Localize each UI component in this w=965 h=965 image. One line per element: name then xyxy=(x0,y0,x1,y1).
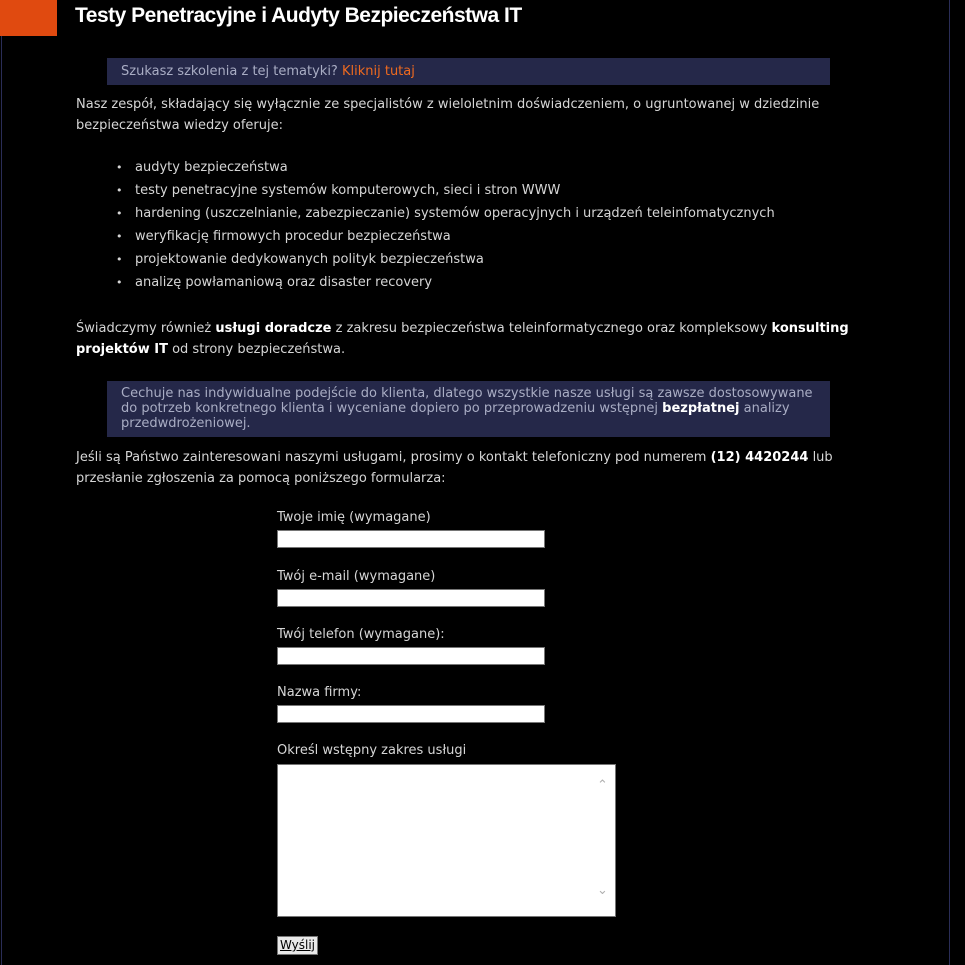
list-item xyxy=(116,179,775,202)
bullet-icon: • xyxy=(116,276,123,289)
name-field[interactable] xyxy=(277,530,545,548)
submit-button[interactable]: Wyślij xyxy=(277,936,318,955)
advisory-text-3: od strony bezpieczeństwa. xyxy=(167,342,346,357)
approach-notice xyxy=(107,381,830,437)
phone-field[interactable] xyxy=(277,647,545,665)
list-item xyxy=(116,225,775,248)
scope-textarea[interactable] xyxy=(277,764,616,917)
phone-label: Twój telefon (wymagane): xyxy=(277,627,445,642)
service-label: hardening (uszczelnianie, zabezpieczanie) systemów operacyjnych i urządzeń teleinfomatycznych xyxy=(135,206,775,221)
service-label: weryfikację firmowych procedur bezpieczeństwa xyxy=(135,229,451,244)
approach-text-1: Cechuje nas indywidualne podejście do klienta, dlatego wszystkie nasze usługi są zawsze dostosowywane do potrzeb konkretnego klienta i wyceniane dopiero po przeprowadzeniu wstępnej xyxy=(121,386,813,416)
bullet-icon: • xyxy=(116,184,123,197)
bullet-icon: • xyxy=(116,253,123,266)
list-item xyxy=(116,156,775,179)
bullet-icon: • xyxy=(116,161,123,174)
bullet-icon: • xyxy=(116,207,123,220)
email-field[interactable] xyxy=(277,589,545,607)
email-label: Twój e-mail (wymagane) xyxy=(277,569,436,584)
scope-label: Określ wstępny zakres usługi xyxy=(277,743,467,758)
contact-paragraph xyxy=(76,447,856,489)
training-link[interactable]: Kliknij tutaj xyxy=(341,64,415,79)
bullet-icon: • xyxy=(116,230,123,243)
left-border-rule xyxy=(1,36,2,965)
contact-phone-number: (12) 4420244 xyxy=(710,450,809,465)
approach-highlight-free: bezpłatnej xyxy=(662,401,740,416)
service-label: analizę powłamaniową oraz disaster recovery xyxy=(135,275,433,290)
name-label: Twoje imię (wymagane) xyxy=(277,510,431,525)
chevron-up-icon[interactable]: ⌃ xyxy=(597,778,608,793)
contact-text-2: lub przesłanie zgłoszenia za pomocą poniższego formularza: xyxy=(76,450,833,486)
right-border-rule xyxy=(949,0,950,965)
approach-text-2: analizy przedwdrożeniowej. xyxy=(121,401,790,431)
contact-text-1: Jeśli są Państwo zainteresowani naszymi usługami, prosimy o kontakt telefoniczny pod numerem xyxy=(76,450,711,465)
advisory-highlight-it-projects: konsulting projektów IT xyxy=(76,321,849,357)
brand-accent-block xyxy=(0,0,57,36)
service-label: audyty bezpieczeństwa xyxy=(135,160,288,175)
list-item xyxy=(116,271,775,294)
page-title: Testy Penetracyjne i Audyty Bezpieczeństwa IT xyxy=(75,4,522,27)
company-field[interactable] xyxy=(277,705,545,723)
chevron-down-icon[interactable]: ⌄ xyxy=(597,883,608,898)
company-label: Nazwa firmy: xyxy=(277,685,362,700)
training-notice-text: Szukasz szkolenia z tej tematyki? xyxy=(121,64,342,79)
list-item xyxy=(116,202,775,225)
advisory-highlight-consulting-services: usługi doradcze xyxy=(215,321,332,336)
advisory-text-2: z zakresu bezpieczeństwa teleinformatycznego oraz kompleksowy xyxy=(331,321,772,336)
service-label: projektowanie dedykowanych polityk bezpieczeństwa xyxy=(135,252,484,267)
list-item xyxy=(116,248,775,271)
intro-paragraph: Nasz zespół, składający się wyłącznie ze specjalistów z wieloletnim doświadczeniem, o ugruntowanej w dziedzinie bezpieczeństwa wiedzy oferuje: xyxy=(76,97,820,133)
training-notice xyxy=(107,58,830,85)
advisory-paragraph xyxy=(76,318,876,360)
advisory-text-1: Świadczymy również xyxy=(76,321,216,336)
service-label: testy penetracyjne systemów komputerowych, sieci i stron WWW xyxy=(135,183,561,198)
services-list xyxy=(116,156,775,294)
